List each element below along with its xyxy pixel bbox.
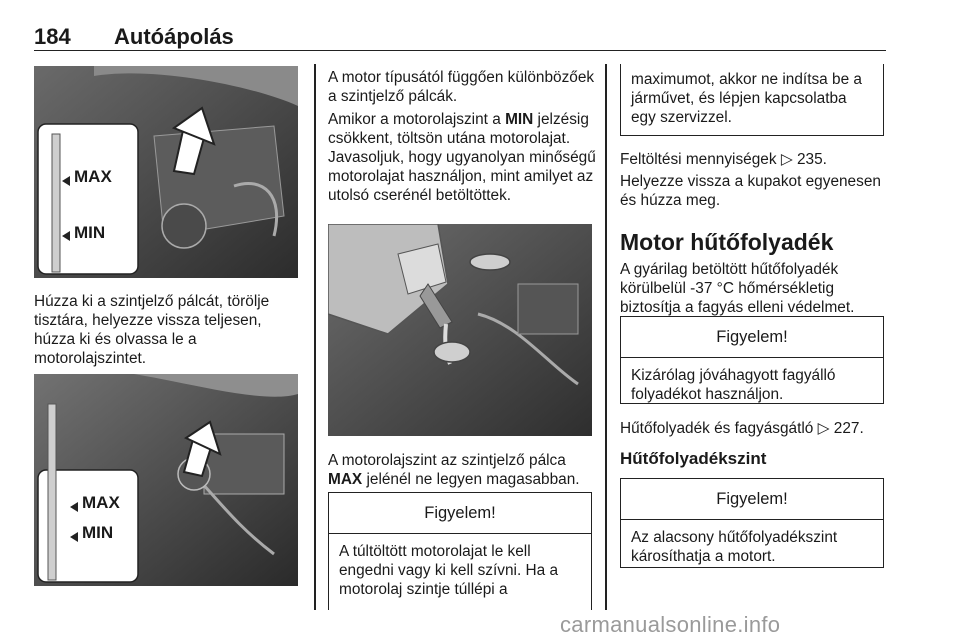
notice-title: Figyelem! — [329, 493, 591, 534]
cap-instructions: Helyezze vissza a kupakot egyenesen és húzza meg. — [620, 173, 881, 209]
min-mark: MIN — [505, 111, 534, 128]
section-heading-coolant-level: Hűtőfolyadékszint — [620, 449, 767, 468]
notice-body: A túltöltött motorolajat le kell engedni vagy ki kell szívni. Ha a motorolaj szintje túllépi a — [339, 543, 559, 598]
engine-dipstick-illustration-2 — [34, 374, 298, 586]
notice-title: Figyelem! — [621, 317, 883, 358]
oil-refill-paragraph: Amikor a motorolajszint a MIN jelzésig csökkent, töltsön utána motorolajat. Javasoljuk, hogy ugyanolyan minőségű motorolajat használjon, mint amilyet az utolsó cserénél betöltöttek. — [328, 111, 596, 204]
page-ref-227[interactable]: 227 — [833, 420, 860, 437]
page-number: 184 — [34, 24, 71, 49]
dipstick-figure-2 — [34, 374, 298, 586]
dipstick-max-label-2: MAX — [82, 493, 120, 512]
page-ref-arrow-icon: ▷ — [780, 151, 793, 168]
dipstick-instructions: Húzza ki a szintjelző pálcát, törölje tisztára, helyezze vissza teljesen, húzza ki és olvassa le a motorolajszintet. — [34, 293, 270, 367]
dipstick-type-note: A motor típusától függően különbözőek a szintjelző pálcák. — [328, 69, 595, 105]
dipstick-figure-1 — [34, 66, 298, 278]
notice-body: Kizárólag jóváhagyott fagyálló folyadékot használjon. — [631, 367, 836, 403]
oil-pouring-illustration — [328, 224, 592, 436]
column-divider-2 — [605, 64, 607, 610]
notice-overfill — [328, 492, 592, 610]
column-divider-1 — [314, 64, 316, 610]
dipstick-min-label-1: MIN — [74, 223, 106, 242]
page-header — [34, 22, 886, 51]
notice-overfill-continued — [620, 64, 884, 136]
oil-filling-figure — [328, 224, 592, 436]
coolant-protection-paragraph: A gyárilag betöltött hűtőfolyadék körülbelül -37 °C hőmérsékletig biztosítja a fagyás elleni védelmet. — [620, 261, 855, 316]
max-mark: MAX — [328, 471, 363, 488]
fill-capacity-reference: Feltöltési mennyiségek ▷ 235. — [620, 151, 827, 168]
page-ref-arrow-icon: ▷ — [817, 420, 830, 437]
dipstick-min-label-2: MIN — [82, 523, 114, 542]
notice-title: Figyelem! — [621, 479, 883, 520]
section-heading-coolant: Motor hűtőfolyadék — [620, 229, 834, 255]
notice-antifreeze — [620, 316, 884, 404]
page-ref-235[interactable]: 235 — [796, 151, 823, 168]
page-title: Autóápolás — [114, 24, 234, 49]
notice-continued-body: maximumot, akkor ne indítsa be a járművet, és lépjen kapcsolatba egy szervizzel. — [631, 71, 862, 126]
watermark-footer: carmanualsonline.info — [560, 612, 781, 637]
max-level-paragraph: A motorolajszint az szintjelző pálca MAX jelénél ne legyen magasabban. — [328, 452, 580, 488]
coolant-reference: Hűtőfolyadék és fagyásgátló ▷ 227. — [620, 420, 864, 437]
dipstick-max-label-1: MAX — [74, 167, 112, 186]
notice-body: Az alacsony hűtőfolyadékszint károsíthatja a motort. — [631, 529, 838, 565]
notice-low-coolant — [620, 478, 884, 568]
